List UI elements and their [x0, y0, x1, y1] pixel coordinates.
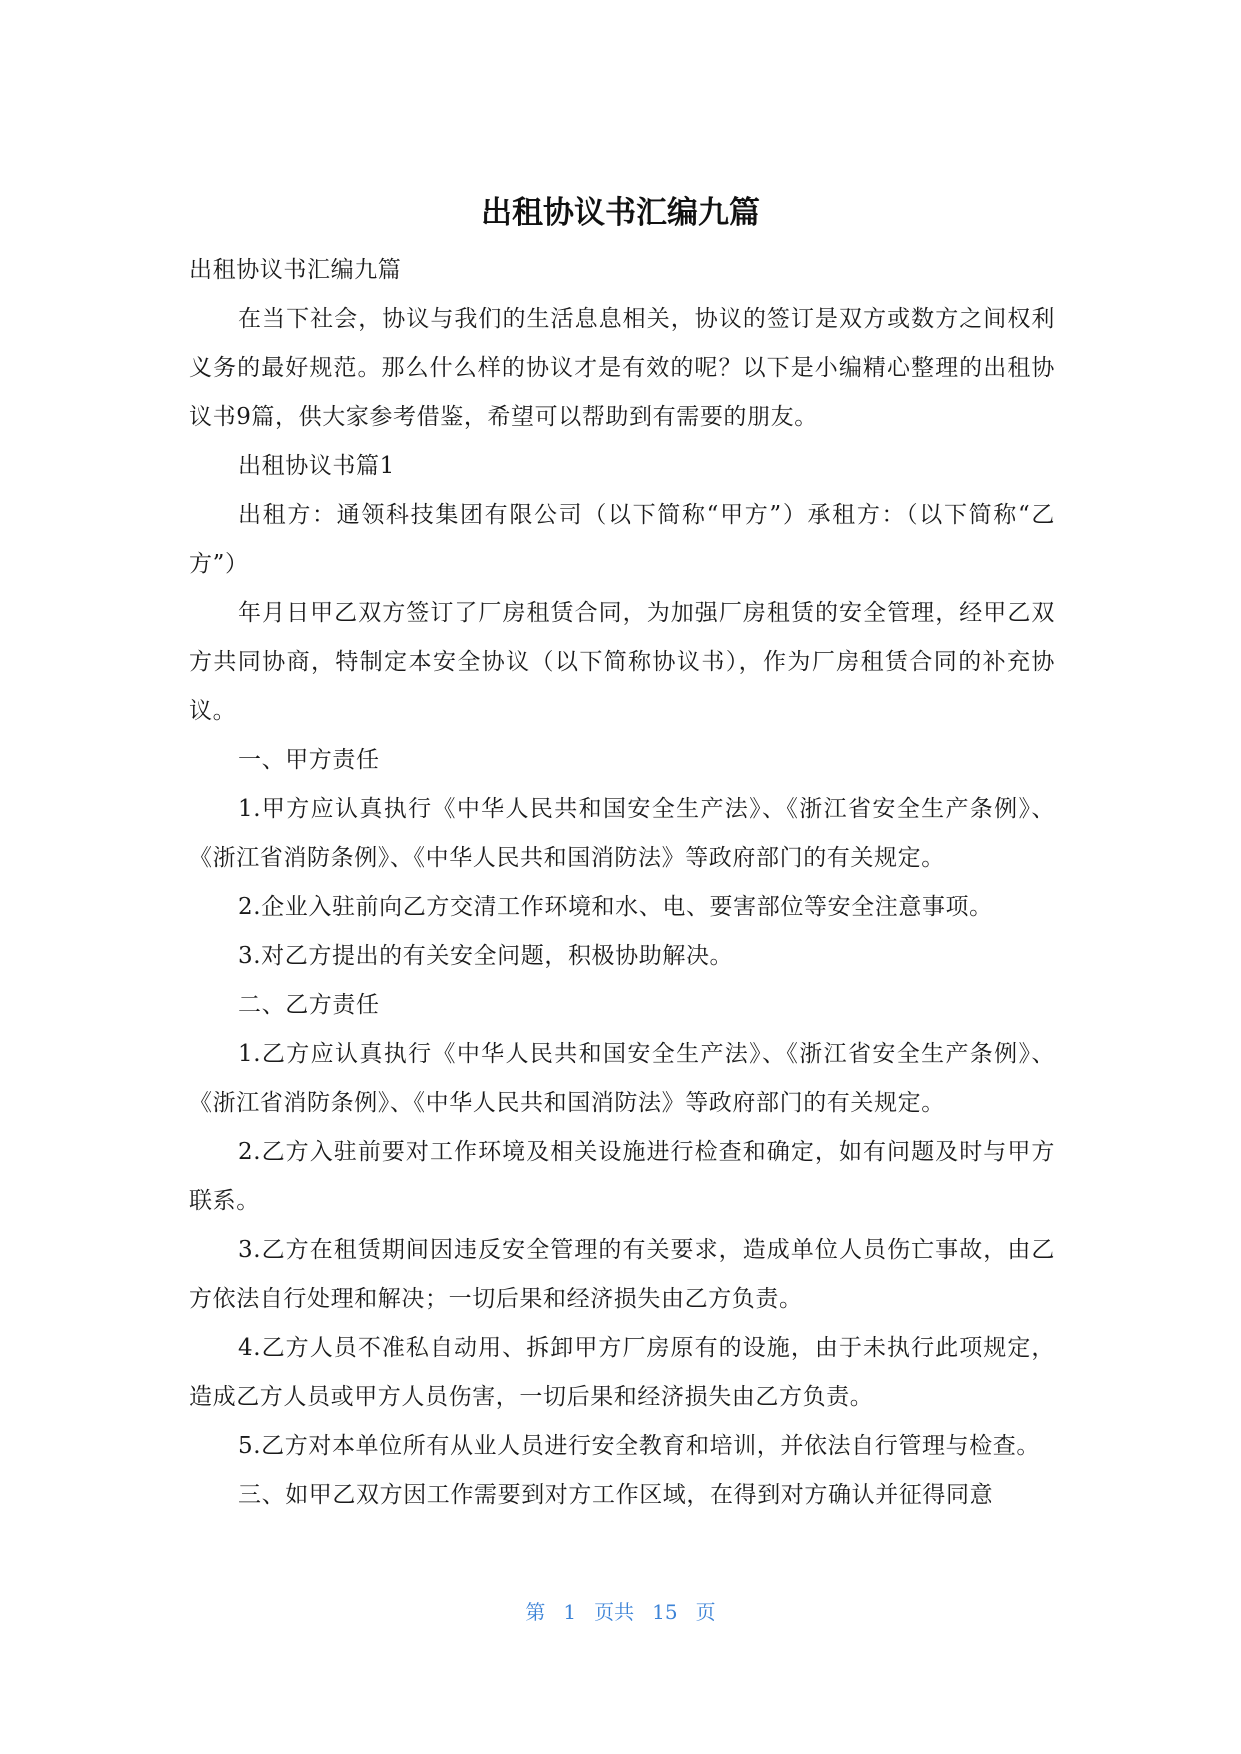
paragraph: 出租方：通领科技集团有限公司（以下简称“甲方”）承租方：（以下简称“乙方”）: [189, 502, 1055, 577]
paragraph: 1.乙方应认真执行《中华人民共和国安全生产法》、《浙江省安全生产条例》、《浙江省消防条例》、《中华人民共和国消防法》等政府部门的有关规定。: [189, 1041, 1055, 1116]
document-body: [189, 246, 1055, 1520]
paragraph: 3.乙方在租赁期间因违反安全管理的有关要求，造成单位人员伤亡事故，由乙方依法自行处理和解决；一切后果和经济损失由乙方负责。: [189, 1237, 1055, 1312]
paragraph: 4.乙方人员不准私自动用、拆卸甲方厂房原有的设施，由于未执行此项规定，造成乙方人员或甲方人员伤害，一切后果和经济损失由乙方负责。: [189, 1335, 1055, 1410]
paragraph: 2.企业入驻前向乙方交清工作环境和水、电、要害部位等安全注意事项。: [238, 894, 993, 920]
paragraph: 5.乙方对本单位所有从业人员进行安全教育和培训，并依法自行管理与检查。: [238, 1433, 1040, 1459]
footer-label-end: 页: [695, 1600, 716, 1624]
page-footer: [0, 1597, 1241, 1627]
paragraph: 年月日甲乙双方签订了厂房租赁合同，为加强厂房租赁的安全管理，经甲乙双方共同协商，特制定本安全协议（以下简称协议书），作为厂房租赁合同的补充协议。: [189, 600, 1055, 724]
paragraph: 1.甲方应认真执行《中华人民共和国安全生产法》、《浙江省安全生产条例》、《浙江省消防条例》、《中华人民共和国消防法》等政府部门的有关规定。: [189, 796, 1055, 871]
paragraph: 在当下社会，协议与我们的生活息息相关，协议的签订是双方或数方之间权利义务的最好规范。那么什么样的协议才是有效的呢？以下是小编精心整理的出租协议书9篇，供大家参考借鉴，希望可以帮助到有需要的朋友。: [189, 306, 1055, 430]
total-pages-number: 15: [652, 1600, 678, 1624]
paragraph: 3.对乙方提出的有关安全问题，积极协助解决。: [238, 943, 734, 969]
footer-label-of: 页共: [594, 1600, 635, 1624]
section-heading: 一、甲方责任: [238, 747, 380, 773]
paragraph: 出租协议书汇编九篇: [189, 257, 402, 283]
paragraph: 2.乙方入驻前要对工作环境及相关设施进行检查和确定，如有问题及时与甲方联系。: [189, 1139, 1055, 1214]
section-heading: 二、乙方责任: [238, 992, 380, 1018]
document-title: 出租协议书汇编九篇: [481, 195, 760, 231]
section-heading: 出租协议书篇1: [238, 453, 395, 479]
paragraph: 三、如甲乙双方因工作需要到对方工作区域，在得到对方确认并征得同意: [238, 1482, 994, 1508]
current-page-number: 1: [563, 1600, 577, 1624]
footer-label-page: 第: [525, 1600, 546, 1624]
